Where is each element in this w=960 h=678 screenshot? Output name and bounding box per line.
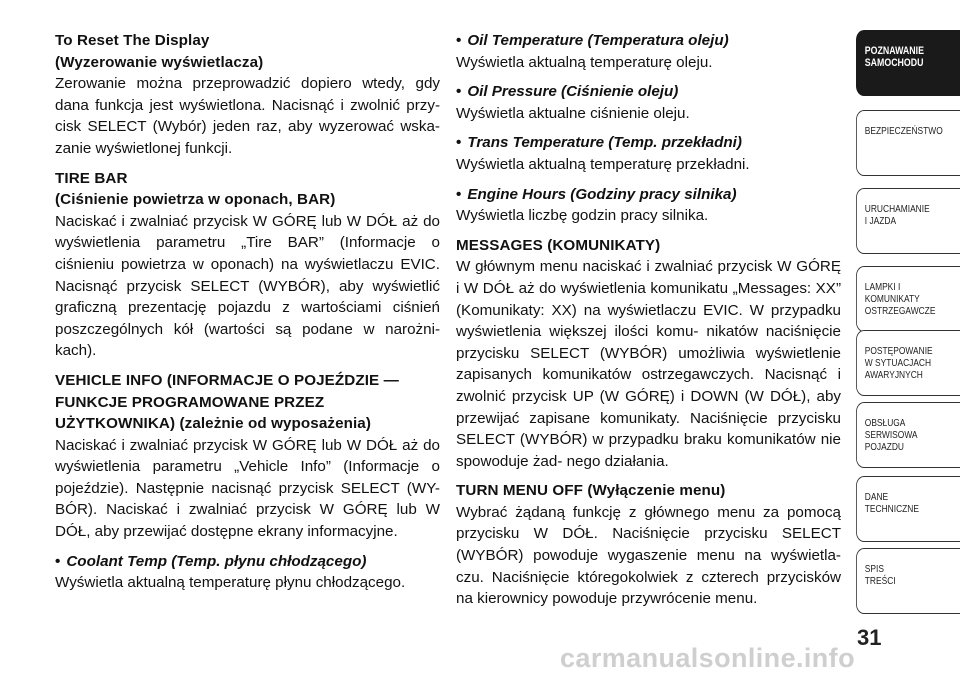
tab-label-line: POSTĘPOWANIE (864, 345, 933, 357)
right-column (456, 30, 841, 618)
section-title: TURN MENU OFF (Wyłączenie menu) (456, 482, 726, 500)
tab-label-line: TECHNICZNE (864, 503, 919, 515)
item-coolant-temp (55, 551, 440, 594)
item-title-text: Oil Temperature (Temperatura oleju) (467, 32, 729, 49)
tab-dane-techniczne[interactable] (856, 476, 960, 542)
item-title (456, 132, 841, 154)
tab-label-line: LAMPKI I (864, 281, 901, 293)
bullet-icon: • (55, 552, 61, 570)
tab-label-line: SPIS (864, 563, 884, 575)
tab-label-line: KOMUNIKATY (864, 293, 920, 305)
tab-label-line: I JAZDA (864, 215, 897, 227)
item-title-text: Coolant Temp (Temp. płynu chłodzącego) (66, 552, 367, 570)
item-oil-temperature (456, 30, 841, 73)
item-title (456, 81, 841, 103)
section-title: VEHICLE INFO (INFORMACJE O POJEŹDZIE — FUNKCJE PROGRAMOWANE PRZEZ UŻYTKOWNIKA) (zależnie od wyposażenia) (55, 371, 399, 433)
item-body: Wyświetla aktualną temperaturę oleju. (456, 53, 713, 71)
item-body: Wyświetla aktualną temperaturę przekładni. (456, 155, 750, 173)
tab-label-line: AWARYJNYCH (864, 369, 923, 381)
section-body: Naciskać i zwalniać przycisk W GÓRĘ lub W DÓŁ aż do wyświetlenia parametru „Vehicle Info” (Informacje o pojeździe). Następnie nacisnąć przycisk SELECT (WY- BÓR). Naciskać i zwalniać przycisk W GÓRĘ lub W DÓŁ, aby przewijać dostępne ekrany informacyjne. (55, 436, 440, 541)
section-body: Zerowanie można przeprowadzić dopiero wtedy, gdy dana funkcja jest wyświetlona. Nacisnąć i zwolnić przy- cisk SELECT (Wybór) jeden raz, aby wyzerować wska- zanie wyświetlonej funkcji. (55, 75, 440, 157)
section-reset-display (55, 30, 440, 160)
item-title (456, 184, 841, 206)
item-title (456, 30, 841, 52)
section-messages (456, 235, 841, 473)
page-number: 31 (857, 625, 882, 650)
tab-label-line: DANE (864, 491, 889, 503)
section-body: W głównym menu naciskać i zwalniać przycisk W GÓRĘ i W DÓŁ aż do wyświetlenia komunikatu „Messages: XX” (Komunikaty: XX) na wyświetlaczu EVIC. W przypadku wyświetlenia większej ilości komu- nikatów naciśnięcie przycisku SELECT (WYBÓR) umożliwia wyświetlenie zapisanych komunikatów ostrzegawczych. Nacisnąć i zwolnić przycisk UP (W GÓRĘ) i DOWN (W DÓŁ), aby przewijać zapisane komunikaty. Naciśnięcie przycisku SELECT (WYBÓR) w przypadku braku komunikatów nie spowoduje żad- nego działania. (456, 258, 841, 470)
item-oil-pressure (456, 81, 841, 124)
item-title-text: Engine Hours (Godziny pracy silnika) (467, 185, 737, 203)
tab-spis-tresci[interactable] (856, 548, 960, 614)
section-body: Naciskać i zwalniać przycisk W GÓRĘ lub W DÓŁ aż do wyświetlenia parametru „Tire BAR” (Informacje o ciśnieniu powietrza w oponach) na wyświetlaczu EVIC. Nacisnąć przycisk SELECT (WYBÓR), aby wyświetlić graficzną prezentację pojazdu z wartościami ciśnień poszczególnych kół (wartości są podane w narożni- kach). (55, 212, 440, 360)
tab-obsluga-serwisowa[interactable] (856, 402, 960, 468)
item-title (55, 551, 440, 573)
section-tire-bar (55, 168, 440, 362)
item-body: Wyświetla liczbę godzin pracy silnika. (456, 207, 709, 225)
tab-label-line: POZNAWANIE (864, 45, 924, 57)
section-title: MESSAGES (KOMUNIKATY) (456, 236, 661, 254)
left-column (55, 30, 440, 602)
bullet-icon: • (456, 32, 462, 49)
watermark: carmanualsonline.info (560, 643, 855, 673)
tab-uruchamianie-i-jazda[interactable] (856, 188, 960, 254)
tab-bezpieczenstwo[interactable] (856, 110, 960, 176)
section-turn-menu-off (456, 480, 841, 610)
item-body: Wyświetla aktualną temperaturę płynu chłodzącego. (55, 574, 406, 592)
tab-label-line: SERWISOWA (864, 429, 918, 441)
bullet-icon: • (456, 83, 462, 101)
item-trans-temperature (456, 132, 841, 175)
tab-label-line: TREŚCI (864, 575, 896, 587)
tab-label-line: SAMOCHODU (864, 57, 924, 69)
tab-poznawanie-samochodu[interactable] (856, 30, 960, 96)
tab-label-line: BEZPIECZEŃSTWO (864, 125, 943, 137)
tab-label-line: OBSŁUGA (864, 417, 906, 429)
section-body: Wybrać żądaną funkcję z głównego menu za pomocą przycisku W DÓŁ. Naciśnięcie przycisku SELECT (WYBÓR) powoduje wygaszenie menu na wyświetla- czu. Naciśnięcie któregokolwiek z czterech przycisków na kierownicy powoduje przywrócenie menu. (456, 503, 841, 608)
section-title: TIRE BAR (55, 169, 128, 187)
tab-label-line: OSTRZEGAWCZE (864, 305, 936, 317)
tab-lampki-i-komunikaty[interactable] (856, 266, 960, 332)
tab-postepowanie-awaryjne[interactable] (856, 330, 960, 396)
section-title: To Reset The Display (55, 32, 210, 49)
bullet-icon: • (456, 134, 462, 152)
tab-label-line: W SYTUACJACH (864, 357, 932, 369)
item-title-text: Oil Pressure (Ciśnienie oleju) (467, 83, 679, 101)
tab-label-line: URUCHAMIANIE (864, 203, 930, 215)
item-engine-hours (456, 184, 841, 227)
item-body: Wyświetla aktualne ciśnienie oleju. (456, 104, 690, 122)
section-subtitle: (Wyzerowanie wyświetlacza) (55, 53, 264, 71)
section-vehicle-info (55, 370, 440, 543)
bullet-icon: • (456, 185, 462, 203)
item-title-text: Trans Temperature (Temp. przekładni) (467, 134, 742, 152)
section-subtitle: (Ciśnienie powietrza w oponach, BAR) (55, 191, 336, 209)
tab-label-line: POJAZDU (864, 441, 905, 453)
